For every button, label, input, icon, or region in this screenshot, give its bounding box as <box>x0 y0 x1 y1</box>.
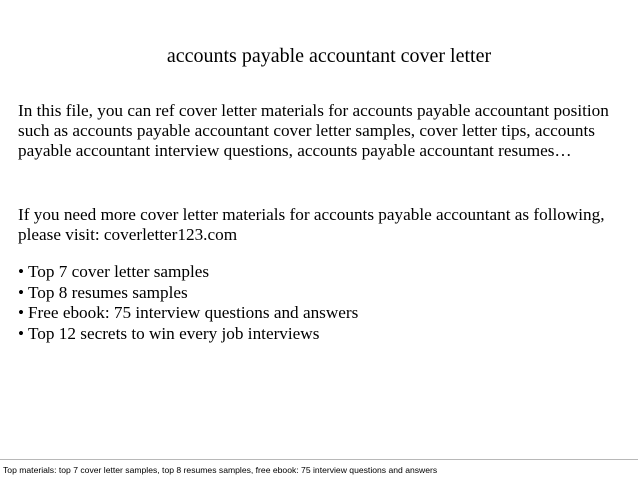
materials-list <box>18 262 358 344</box>
footer-text: Top materials: top 7 cover letter samples, top 8 resumes samples, free ebook: 75 interview questions and answers <box>3 465 438 475</box>
slide-title: accounts payable accountant cover letter <box>166 45 492 67</box>
more-info-paragraph: If you need more cover letter materials for accounts payable accountant as following, please visit: coverletter123.com <box>18 205 605 244</box>
intro-paragraph: In this file, you can ref cover letter materials for accounts payable accountant position such as accounts payable accountant cover letter samples, cover letter tips, accounts payable accountant interview questions, accounts payable accountant resumes… <box>18 101 609 160</box>
list-item: • Top 12 secrets to win every job interviews <box>18 324 358 345</box>
list-item: • Top 7 cover letter samples <box>18 262 358 283</box>
list-item: • Top 8 resumes samples <box>18 283 358 304</box>
list-item: • Free ebook: 75 interview questions and answers <box>18 303 358 324</box>
footer-bar <box>0 459 638 479</box>
